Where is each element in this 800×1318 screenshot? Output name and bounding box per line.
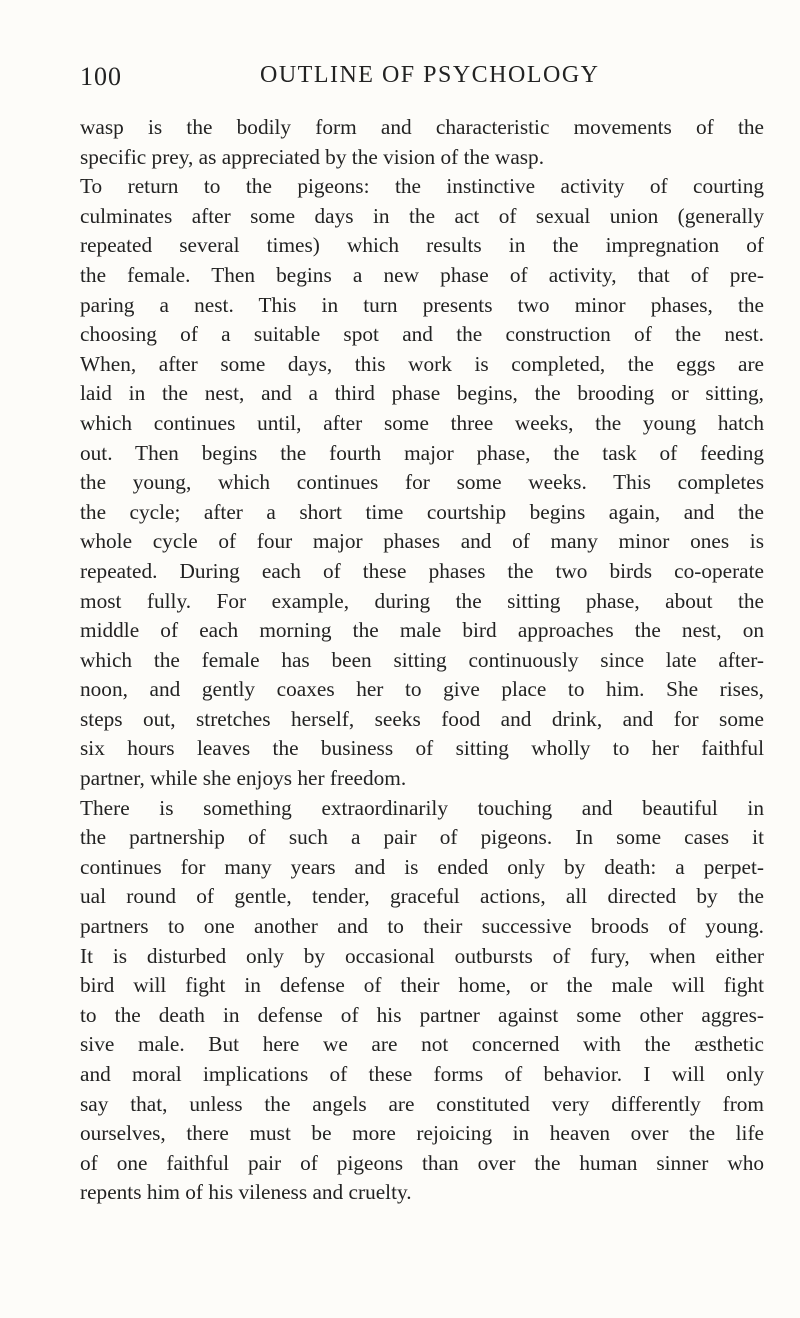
text-line: the cycle; after a short time courtship begins again, and the bbox=[80, 499, 764, 524]
text-line: laid in the nest, and a third phase begins, the brooding or sitting, bbox=[80, 381, 764, 406]
text-line: culminates after some days in the act of sexual union (generally bbox=[80, 203, 764, 228]
text-line: middle of each morning the male bird approaches the nest, on bbox=[80, 618, 764, 643]
text-line: There is something extraordinarily touching and beautiful in bbox=[80, 795, 764, 820]
text-line: To return to the pigeons: the instinctive activity of courting bbox=[80, 174, 764, 199]
text-line: partner, while she enjoys her freedom. bbox=[80, 766, 407, 791]
text-line: bird will fight in defense of their home, or the male will fight bbox=[80, 973, 764, 998]
text-line: ual round of gentle, tender, graceful actions, all directed by the bbox=[80, 884, 764, 909]
text-line: of one faithful pair of pigeons than over the human sinner who bbox=[80, 1150, 764, 1175]
text-line: specific prey, as appreciated by the vision of the wasp. bbox=[80, 144, 545, 169]
text-line: the female. Then begins a new phase of activity, that of pre- bbox=[80, 262, 764, 287]
text-line: whole cycle of four major phases and of many minor ones is bbox=[80, 529, 764, 554]
text-line: to the death in defense of his partner against some other aggres- bbox=[80, 1002, 764, 1027]
running-head: OUTLINE OF PSYCHOLOGY bbox=[260, 62, 600, 88]
text-line: which continues until, after some three weeks, the young hatch bbox=[80, 410, 764, 435]
text-line: which the female has been sitting continuously since late after- bbox=[80, 647, 764, 672]
text-line: steps out, stretches herself, seeks food and drink, and for some bbox=[80, 706, 764, 731]
text-line: the partnership of such a pair of pigeons. In some cases it bbox=[80, 825, 764, 850]
text-line: noon, and gently coaxes her to give place to him. She rises, bbox=[80, 677, 764, 702]
text-line: repents him of his vileness and cruelty. bbox=[80, 1180, 412, 1205]
text-line: repeated several times) which results in the impregnation of bbox=[80, 233, 764, 258]
text-line: continues for many years and is ended only by death: a perpet- bbox=[80, 854, 764, 879]
text-line: ourselves, there must be more rejoicing in heaven over the life bbox=[80, 1121, 764, 1146]
text-line: partners to one another and to their successive broods of young. bbox=[80, 914, 764, 939]
text-line: paring a nest. This in turn presents two minor phases, the bbox=[80, 292, 764, 317]
text-line: six hours leaves the business of sitting wholly to her faithful bbox=[80, 736, 764, 761]
text-line: say that, unless the angels are constituted very differently from bbox=[80, 1091, 764, 1116]
text-line: out. Then begins the fourth major phase, the task of feeding bbox=[80, 440, 764, 465]
text-line: When, after some days, this work is completed, the eggs are bbox=[80, 351, 764, 376]
text-line: most fully. For example, during the sitting phase, about the bbox=[80, 588, 764, 613]
text-line: choosing of a suitable spot and the construction of the nest. bbox=[80, 322, 764, 347]
text-line: repeated. During each of these phases the two birds co-operate bbox=[80, 558, 764, 583]
text-line: the young, which continues for some weeks. This completes bbox=[80, 470, 764, 495]
text-line: sive male. But here we are not concerned with the æsthetic bbox=[80, 1032, 764, 1057]
page-header bbox=[80, 62, 780, 96]
text-line: and moral implications of these forms of behavior. I will only bbox=[80, 1062, 764, 1086]
text-line: It is disturbed only by occasional outbursts of fury, when either bbox=[80, 943, 764, 968]
page-number: 100 bbox=[80, 62, 122, 91]
body-text bbox=[80, 113, 764, 1208]
text-line: wasp is the bodily form and characteristic movements of the bbox=[80, 115, 764, 139]
